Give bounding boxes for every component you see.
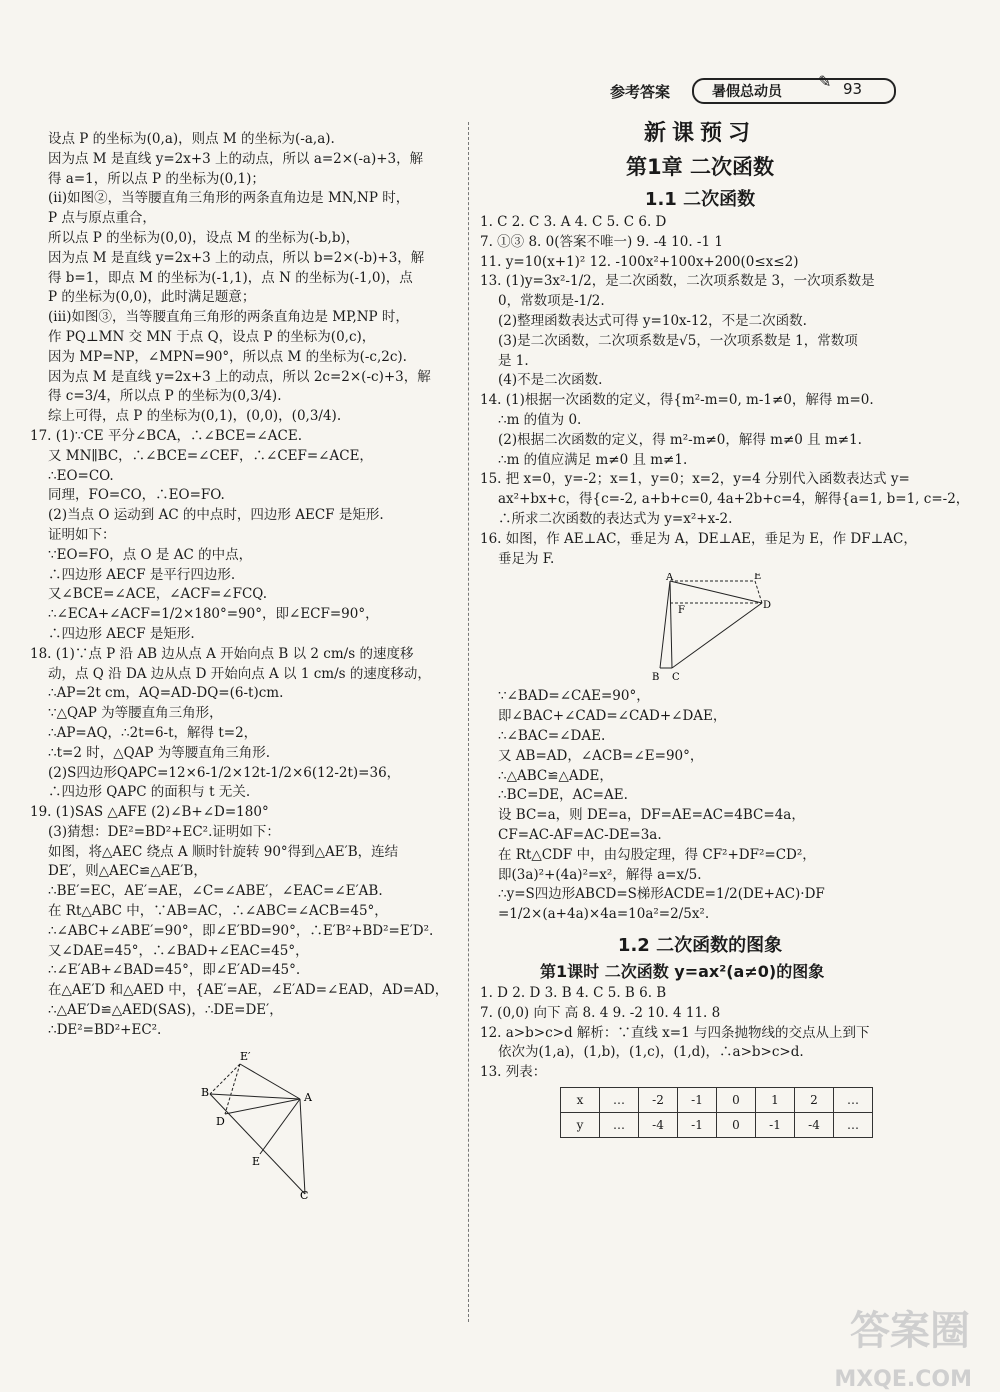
text-line: (2)整理函数表达式可得 y=10x-12，不是二次函数.: [498, 312, 807, 329]
text-line: ∴BC=DE，AC=AE.: [498, 787, 628, 804]
lesson-2-answers: [480, 984, 920, 1083]
text-line: 又∠BCE=∠ACE，∠ACF=∠FCQ.: [48, 586, 267, 603]
text-line: 作 PQ⊥MN 交 MN 于点 Q，设点 P 的坐标为(0,c)，: [48, 328, 376, 345]
text-line: (3)是二次函数，二次项系数是√5，一次项系数是 1，常数项: [498, 332, 858, 349]
table-cell: -1: [678, 1112, 717, 1137]
text-line: 在 Rt△CDF 中，由勾股定理，得 CF²+DF²=CD²，: [498, 846, 816, 863]
right-column: [480, 106, 970, 1138]
label-f: F: [678, 605, 685, 617]
label-a: A: [304, 1090, 312, 1104]
text-line: ∴所求二次函数的表达式为 y=x²+x-2.: [498, 510, 733, 527]
left-text: [30, 130, 460, 1041]
text-line: ∴四边形 AECF 是矩形.: [48, 625, 195, 642]
text-line: 同理，FO=CO，∴EO=FO.: [48, 487, 225, 504]
lesson-1-answers: [480, 213, 970, 569]
watermark-logo: 答案圈: [850, 1308, 970, 1354]
table-cell: -2: [639, 1087, 678, 1112]
text-line: ∴t=2 时，△QAP 为等腰直角三角形.: [48, 744, 271, 761]
page-header: [600, 72, 910, 104]
bird-icon: ✎: [818, 72, 832, 91]
text-line: 又∠DAE=45°，∴∠BAD+∠EAC=45°，: [48, 942, 309, 959]
text-line: P 的坐标为(0,0)，此时满足题意；: [48, 289, 256, 306]
text-line: (ii)如图②，当等腰直角三角形的两条直角边是 MN,NP 时，: [48, 190, 410, 207]
figure-16: [640, 573, 920, 687]
text-line: ∴四边形 QAPC 的面积与 t 无关.: [48, 784, 251, 801]
text-line: 在△AE′D 和△AED 中，{AE′=AE，∠E′AD=∠EAD，AD=AD，: [48, 982, 449, 999]
text-line: ∴m 的值为 0.: [498, 411, 582, 428]
text-line: 得 a=1，所以点 P 的坐标为(0,1)；: [48, 170, 265, 187]
text-line: 设点 P 的坐标为(0,a)，则点 M 的坐标为(-a,a).: [48, 131, 335, 147]
text-line: 又 AB=AD，∠ACB=∠E=90°，: [498, 747, 704, 764]
text-line: ∴∠BAC=∠DAE.: [498, 727, 606, 744]
text-line: 动，点 Q 沿 DA 边从点 D 开始向点 A 以 1 cm/s 的速度移动，: [48, 665, 431, 682]
watermark-url: MXQE.COM: [834, 1367, 972, 1392]
text-line: DE′，则△AEC≌△AE′B，: [48, 863, 207, 880]
text-line: 因为点 M 是直线 y=2x+3 上的动点，所以 a=2×(-a)+3，解: [48, 150, 424, 167]
text-line: 11. y=10(x+1)² 12. -100x²+100x+200(0≤x≤2): [480, 253, 799, 270]
label-e-prime: E′: [240, 1049, 251, 1063]
text-line: 即∠BAC+∠CAD=∠CAD+∠DAE，: [498, 708, 727, 725]
text-line: (iii)如图③，当等腰直角三角形的两条直角边是 MP,NP 时，: [48, 309, 409, 326]
label-e: E: [252, 1154, 261, 1168]
figure-19: [200, 1049, 460, 1203]
text-line: (2)当点 O 运动到 AC 的中点时，四边形 AECF 是矩形.: [48, 507, 384, 524]
table-cell: -4: [639, 1112, 678, 1137]
text-line: ∴EO=CO.: [48, 467, 114, 484]
text-line: 16. 如图，作 AE⊥AC，垂足为 A，DE⊥AE，垂足为 E，作 DF⊥AC，: [480, 530, 917, 547]
text-line: 13. (1)y=3x²-1/2，是二次函数，二次项系数是 3，一次项系数是: [480, 273, 875, 290]
text-line: 如图，将△AEC 绕点 A 顺时针旋转 90°得到△AE′B，连结: [48, 843, 399, 860]
text-line: 19. (1)SAS △AFE (2)∠B+∠D=180°: [30, 804, 269, 821]
table-cell: …: [600, 1087, 639, 1112]
text-line: ∴△AE′D≌△AED(SAS)，∴DE=DE′，: [48, 1002, 283, 1019]
text-line: ∴y=S四边形ABCD=S梯形ACDE=1/2(DE+AC)·DF: [498, 886, 825, 903]
table-cell: 0: [717, 1087, 756, 1112]
text-line: ∴AP=2t cm，AQ=AD-DQ=(6-t)cm.: [48, 685, 284, 702]
text-line: ∴△ABC≌△ADE，: [498, 767, 613, 784]
text-line: =1/2×(a+4a)×4a=10a²=2/5x².: [498, 906, 710, 923]
text-line: ∴∠E′AB+∠BAD=45°，即∠E′AD=45°.: [48, 962, 301, 979]
text-line: ∴DE²=BD²+EC².: [48, 1021, 162, 1038]
label-a: A: [666, 573, 674, 584]
text-line: 依次为(1,a)，(1,b)，(1,c)，(1,d)，∴a>b>c>d.: [498, 1044, 804, 1061]
label-e: E: [754, 573, 762, 583]
label-c: C: [300, 1188, 309, 1199]
text-line: ∴AP=AQ，∴2t=6-t，解得 t=2，: [48, 724, 258, 741]
text-line: ∵△QAP 为等腰直角三角形，: [48, 705, 223, 722]
text-line: 又 MN∥BC，∴∠BCE=∠CEF，∴∠CEF=∠ACE，: [48, 447, 373, 464]
triangle-diagram-19: [200, 1049, 330, 1199]
table-cell: …: [600, 1112, 639, 1137]
text-line: ∵∠BAD=∠CAE=90°，: [498, 688, 650, 705]
text-line: 18. (1)∵点 P 沿 AB 边从点 A 开始向点 B 以 2 cm/s 的速度移: [30, 645, 414, 662]
text-line: 13. 列表：: [480, 1064, 547, 1081]
text-line: 垂足为 F.: [498, 550, 555, 567]
lesson-title-1: 1.1 二次函数: [644, 189, 756, 210]
label-b: B: [201, 1085, 210, 1099]
table-cell: -4: [795, 1112, 834, 1137]
text-line: 14. (1)根据一次函数的定义，得{m²-m=0, m-1≠0，解得 m=0.: [480, 392, 874, 409]
table-cell: -1: [678, 1087, 717, 1112]
lesson-title-2: 1.2 二次函数的图象: [617, 934, 783, 956]
value-table: [560, 1087, 873, 1138]
table-cell: -1: [756, 1112, 795, 1137]
text-line: 因为点 M 是直线 y=2x+3 上的动点，所以 2c=2×(-c)+3，解: [48, 368, 431, 385]
text-line: 因为点 M 是直线 y=2x+3 上的动点，所以 b=2×(-b)+3，解: [48, 249, 425, 266]
text-line: 是 1.: [498, 352, 529, 369]
answer-label: 参考答案: [610, 83, 671, 101]
table-cell: y: [561, 1112, 600, 1137]
text-line: 设 BC=a，则 DE=a，DF=AE=AC=4BC=4a，: [498, 807, 805, 824]
text-line: 得 c=3/4，所以点 P 的坐标为(0,3/4).: [48, 388, 282, 405]
text-line: (3)猜想：DE²=BD²+EC².证明如下：: [48, 823, 280, 840]
label-c: C: [672, 672, 680, 684]
text-line: 所以点 P 的坐标为(0,0)，设点 M 的坐标为(-b,b)，: [48, 229, 360, 246]
lesson-1-answers-cont: [480, 687, 920, 925]
text-line: CF=AC-AF=AC-DE=3a.: [498, 826, 662, 843]
left-column: [30, 130, 460, 1203]
text-line: 7. ①③ 8. 0(答案不唯一) 9. -4 10. -1 1: [480, 233, 723, 250]
text-line: 17. (1)∵CE 平分∠BCA，∴∠BCE=∠ACE.: [30, 427, 303, 444]
text-line: ∴BE′=EC，AE′=AE，∠C=∠ABE′，∠EAC=∠E′AB.: [48, 883, 383, 900]
text-line: 因为 MP=NP，∠MPN=90°，所以点 M 的坐标为(-c,2c).: [48, 348, 407, 365]
lesson-subtitle: 第1课时 二次函数 y=ax²(a≠0)的图象: [540, 961, 825, 981]
text-line: 即(3a)²+(4a)²=x²，解得 a=x/5.: [498, 866, 702, 883]
text-line: 综上可得，点 P 的坐标为(0,1)，(0,0)，(0,3/4).: [48, 408, 342, 425]
text-line: 在 Rt△ABC 中，∵AB=AC，∴∠ABC=∠ACB=45°，: [48, 903, 388, 920]
label-b: B: [652, 672, 660, 684]
text-line: 7. (0,0) 向下 高 8. 4 9. -2 10. 4 11. 8: [480, 1004, 721, 1021]
text-line: 12. a>b>c>d 解析：∵直线 x=1 与四条抛物线的交点从上到下: [480, 1024, 870, 1041]
text-line: 证明如下：: [48, 526, 116, 543]
table-cell: x: [561, 1087, 600, 1112]
text-line: P 点与原点重合，: [48, 210, 156, 227]
book-title: 暑假总动员: [712, 84, 782, 100]
text-line: ∴∠ECA+∠ACF=1/2×180°=90°，即∠ECF=90°，: [48, 606, 379, 623]
text-line: ∵EO=FO，点 O 是 AC 的中点，: [48, 546, 253, 563]
text-line: (4)不是二次函数.: [498, 372, 603, 389]
label-d: D: [216, 1114, 225, 1128]
label-d: D: [763, 600, 772, 612]
table-row-x: [561, 1087, 873, 1112]
table-cell: 2: [795, 1087, 834, 1112]
text-line: 得 b=1，即点 M 的坐标为(-1,1)，点 N 的坐标为(-1,0)，点: [48, 269, 413, 286]
table-row-y: [561, 1112, 873, 1137]
table-cell: …: [834, 1087, 873, 1112]
column-divider: [468, 122, 469, 1322]
page-number: 93: [843, 80, 863, 98]
table-cell: 0: [717, 1112, 756, 1137]
text-line: (2)根据二次函数的定义，得 m²-m≠0，解得 m≠0 且 m≠1.: [498, 431, 862, 448]
text-line: ∴m 的值应满足 m≠0 且 m≠1.: [498, 451, 688, 468]
table-cell: …: [834, 1112, 873, 1137]
table-cell: 1: [756, 1087, 795, 1112]
text-line: 1. C 2. C 3. A 4. C 5. C 6. D: [480, 214, 667, 230]
text-line: ax²+bx+c，得{c=-2, a+b+c=0, 4a+2b+c=4，解得{a=1, b=1, c=-2，: [498, 491, 970, 508]
text-line: ∴四边形 AECF 是平行四边形.: [48, 566, 236, 583]
section-title: 新课预习: [643, 121, 756, 146]
text-line: 15. 把 x=0，y=-2；x=1，y=0；x=2，y=4 分别代入函数表达式 y=: [480, 471, 910, 488]
text-line: 1. D 2. D 3. B 4. C 5. B 6. B: [480, 984, 667, 1001]
text-line: (2)S四边形QAPC=12×6-1/2×12t-1/2×6(12-2t)=36，: [48, 764, 401, 781]
chapter-title: 第1章 二次函数: [626, 155, 774, 179]
quadrilateral-diagram-16: [640, 573, 780, 683]
text-line: ∴∠ABC+∠ABE′=90°，即∠E′BD=90°，∴E′B²+BD²=E′D².: [48, 922, 434, 939]
text-line: 0，常数项是-1/2.: [498, 293, 605, 310]
